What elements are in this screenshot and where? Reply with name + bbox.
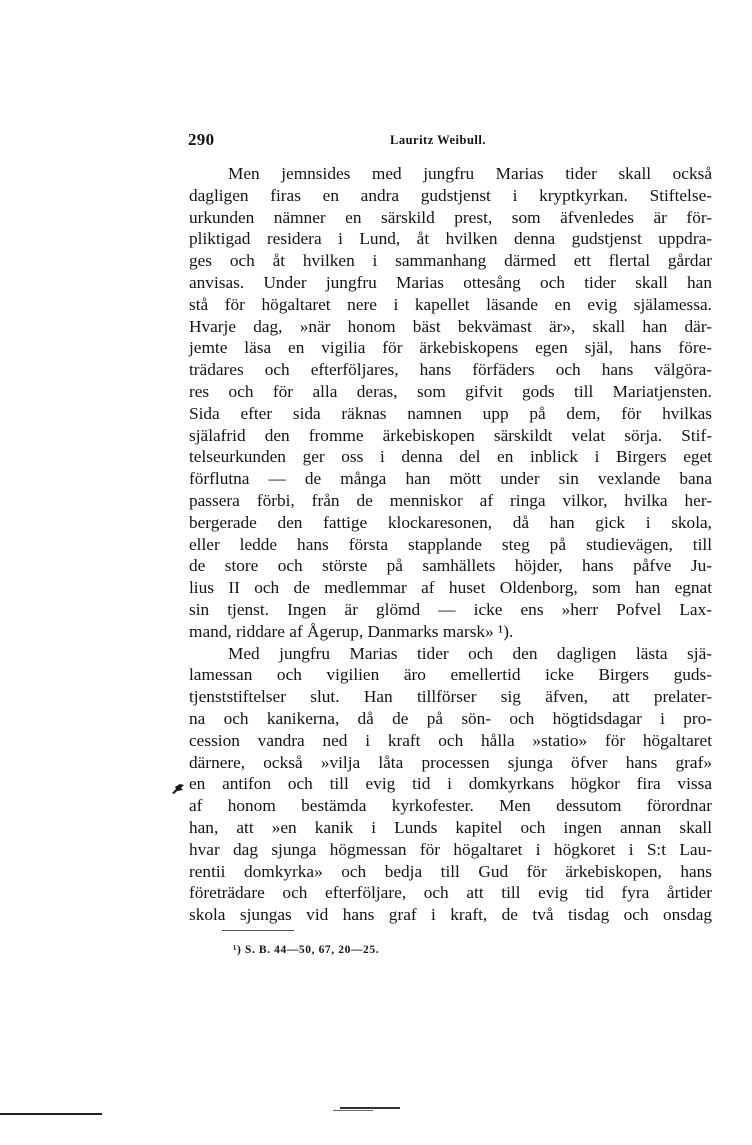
text-line: pliktigad residera i Lund, åt hvilken denna gudstjenst uppdra- (189, 229, 712, 249)
text-line: stå för högaltaret nere i kapellet läsande en evig själamessa. (189, 294, 712, 314)
text-line: Sida efter sida räknas namnen upp på dem, för hvilkas (189, 403, 712, 423)
body-text (189, 163, 712, 926)
text-line: lamessan och vigilien äro emellertid icke Birgers guds- (189, 665, 712, 685)
text-line: mand, riddare af Ågerup, Danmarks marsk» ¹). (189, 621, 514, 641)
text-line: Men jemnsides med jungfru Marias tider skall också (228, 164, 712, 183)
text-line: eller ledde hans första stapplande steg på studievägen, till (189, 534, 712, 554)
page-number: 290 (188, 130, 215, 149)
text-line: anvisas. Under jungfru Marias ottesång och tider skall han (189, 272, 712, 292)
text-line: företrädare och efterföljare, och att till evig tid fyra årtider (189, 883, 712, 903)
text-line: na och kanikerna, då de på sön- och högtidsdagar i pro- (189, 708, 712, 728)
text-line: lius II och de medlemmar af huset Oldenborg, som han egnat (189, 578, 712, 598)
scan-edge-line (340, 1107, 400, 1109)
text-line: Hvarje dag, »när honom bäst bekvämast är», skall han där- (189, 316, 712, 336)
text-line: dagligen firas en andra gudstjenst i kryptkyrkan. Stiftelse- (189, 185, 712, 205)
scan-edge-line (333, 1110, 373, 1111)
text-line: trädares och efterföljares, hans förfäders och hans välgöra- (189, 360, 712, 380)
text-line: passera förbi, från de menniskor af ringa vilkor, hvilka her- (189, 490, 712, 510)
text-line: jemte läsa en vigilia för ärkebiskopens egen själ, hans före- (189, 338, 712, 358)
text-line: telseurkunden ger oss i denna del en inblick i Birgers eget (189, 447, 712, 467)
text-line: han, att »en kanik i Lunds kapitel och ingen annan skall (189, 817, 712, 837)
text-line: urkunden nämner en särskild prest, som äfvenledes är för- (189, 207, 712, 227)
scan-edge-line (0, 1113, 102, 1115)
footnote-rule (222, 930, 294, 931)
text-line: tjenststiftelser slut. Han tillförser sig äfven, att prelater- (189, 687, 712, 707)
ink-blot-mark (171, 783, 185, 795)
text-line: hvar dag sjunga högmessan för högaltaret i högkoret i S:t Lau- (189, 839, 712, 859)
text-line: skola sjungas vid hans graf i kraft, de två tisdag och onsdag (189, 905, 712, 925)
text-line: cession vandra ned i kraft och hålla »statio» för högaltaret (189, 730, 712, 750)
text-line: rentii domkyrka» och bedja till Gud för ärkebiskopen, hans (189, 861, 712, 881)
running-head: Lauritz Weibull. (390, 133, 486, 147)
text-line: de store och störste på samhällets höjder, hans påfve Ju- (189, 556, 712, 576)
text-line: förflutna — de många han mött under sin vexlande bana (189, 469, 712, 489)
text-line: bergerade den fattige klockaresonen, då han gick i skola, (189, 512, 712, 532)
text-line: själafrid den fromme ärkebiskopen särskildt velat sörja. Stif- (189, 425, 712, 445)
text-line: sin tjenst. Ingen är glömd — icke ens »herr Pofvel Lax- (189, 599, 712, 619)
footnote: ¹) S. B. 44—50, 67, 20—25. (233, 944, 380, 956)
page-header (188, 130, 712, 154)
text-line: ges och åt hvilken i sammanhang därmed ett flertal gårdar (189, 251, 712, 271)
text-line: res och för alla deras, som gifvit gods till Mariatjensten. (189, 381, 712, 401)
text-line: af honom bestämda kyrkofester. Men dessutom förordnar (189, 796, 712, 816)
text-line: en antifon och till evig tid i domkyrkans högkor fira vissa (189, 774, 712, 794)
text-line: därnere, också »vilja låta processen sjunga öfver hans graf» (189, 752, 712, 772)
text-line: Med jungfru Marias tider och den dagligen lästa sjä- (228, 643, 712, 663)
